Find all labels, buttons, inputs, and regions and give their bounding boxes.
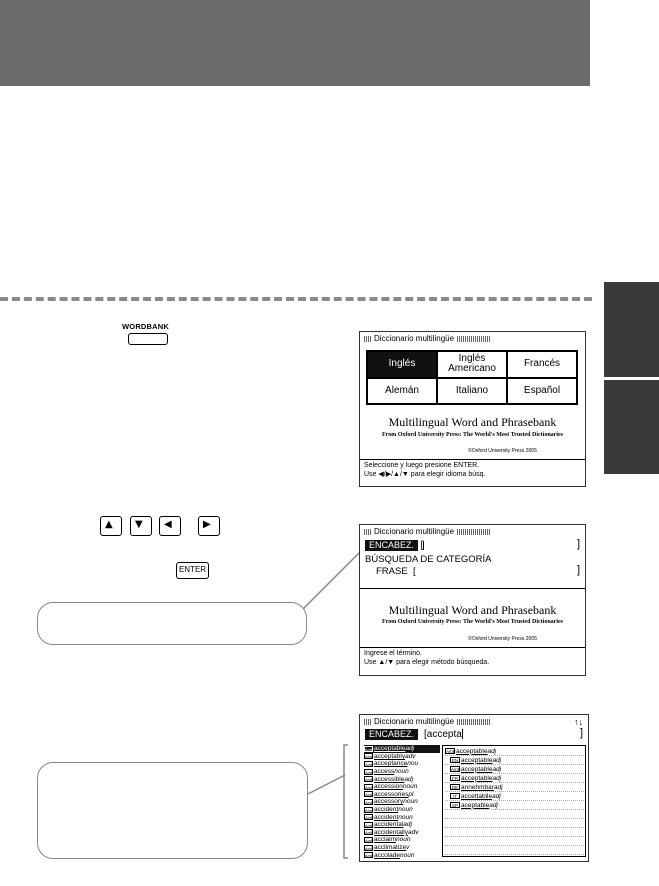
part-of-speech: adv bbox=[405, 752, 416, 760]
callout-bubble-1 bbox=[37, 602, 307, 645]
part-of-speech: noun bbox=[394, 768, 409, 776]
headword-text: accessories bbox=[374, 790, 409, 798]
footer-instruction-1: Seleccione y luego presione ENTER. bbox=[364, 462, 480, 469]
screen-title: Diccionario multilingüe bbox=[364, 334, 491, 343]
translation-row bbox=[445, 756, 584, 765]
language-tag: AmE bbox=[365, 746, 374, 752]
headword-search-row bbox=[365, 729, 418, 740]
product-title: Multilingual Word and Phrasebank bbox=[388, 415, 557, 429]
language-tag: EN bbox=[451, 758, 459, 763]
language-tag: AmE bbox=[365, 830, 374, 836]
headword-label: ENCABEZ. bbox=[365, 540, 418, 551]
translation-row bbox=[445, 792, 584, 801]
enter-key[interactable]: ENTER bbox=[176, 562, 209, 579]
language-tag: AmE bbox=[365, 769, 374, 775]
headword-text: accession bbox=[374, 783, 403, 791]
headword-text: acceptance bbox=[374, 760, 408, 768]
part-of-speech: noun bbox=[403, 798, 418, 806]
part-of-speech: adj bbox=[492, 765, 502, 773]
part-of-speech: adj bbox=[492, 756, 502, 764]
part-of-speech: adj bbox=[492, 792, 501, 800]
headword-search-row[interactable]: ENCABEZ. [ bbox=[365, 540, 424, 551]
part-of-speech: adj bbox=[487, 747, 497, 755]
divider bbox=[360, 588, 585, 589]
language-tag: AmE bbox=[446, 749, 456, 754]
translation-text: acceptable bbox=[461, 765, 493, 773]
language-tag: AmE bbox=[365, 807, 374, 813]
translation-row bbox=[445, 837, 584, 846]
part-of-speech: nou bbox=[407, 760, 419, 768]
right-arrow-icon: ▶ bbox=[203, 519, 211, 530]
footer-divider bbox=[360, 647, 585, 648]
part-of-speech: noun bbox=[400, 851, 415, 859]
language-tag: AmE bbox=[365, 799, 374, 805]
part-of-speech: adj bbox=[403, 821, 412, 829]
word-list-item[interactable] bbox=[364, 760, 440, 768]
language-grid bbox=[366, 350, 578, 405]
headword-text: accident bbox=[374, 806, 399, 814]
translation-row bbox=[445, 801, 584, 810]
language-tag: AmE bbox=[365, 822, 374, 828]
translation-row bbox=[445, 747, 584, 756]
part-of-speech: adj bbox=[404, 775, 414, 783]
footer-divider bbox=[360, 459, 585, 460]
part-of-speech: adv bbox=[407, 828, 419, 836]
part-of-speech: adj bbox=[493, 783, 503, 791]
word-list-item[interactable] bbox=[364, 775, 440, 783]
part-of-speech: noun bbox=[398, 813, 413, 821]
footer-instruction-2: Use ◀/▶/▲/▼ para elegir idioma búsq. bbox=[364, 471, 486, 478]
translation-text: accettabile bbox=[461, 792, 493, 800]
word-list-item[interactable] bbox=[364, 844, 440, 852]
headword-field-end: ] bbox=[577, 538, 581, 550]
headword-text: accessory bbox=[374, 798, 404, 806]
headword-text: acclaim bbox=[374, 836, 397, 844]
word-list-item[interactable] bbox=[364, 791, 440, 799]
translation-text: acceptable bbox=[461, 756, 493, 764]
part-of-speech: adj bbox=[405, 745, 415, 753]
headword-text: acceptably bbox=[374, 752, 406, 760]
word-list-item[interactable] bbox=[364, 836, 440, 844]
word-list-item[interactable] bbox=[364, 783, 440, 791]
language-tag: SP bbox=[451, 803, 458, 808]
word-list-item[interactable] bbox=[364, 829, 440, 837]
part-of-speech: v bbox=[406, 844, 410, 852]
left-arrow-icon: ◀ bbox=[164, 519, 172, 530]
up-arrow-icon: ▲ bbox=[105, 519, 113, 530]
translation-row bbox=[445, 846, 584, 855]
word-list-item[interactable] bbox=[364, 745, 440, 753]
language-tag: AmE bbox=[365, 754, 374, 760]
language-option-frances[interactable]: Francés bbox=[507, 351, 577, 378]
part-of-speech: adj bbox=[492, 774, 502, 782]
headword-text: acceptable bbox=[374, 745, 406, 753]
translation-row bbox=[445, 828, 584, 837]
headword-text: accessible bbox=[374, 775, 405, 783]
search-input[interactable]: [accepta bbox=[424, 729, 462, 740]
headword-text: accident bbox=[374, 813, 399, 821]
language-option-aleman[interactable]: Alemán bbox=[367, 378, 437, 405]
phrase-field-end: ] bbox=[577, 564, 581, 576]
translation-panel bbox=[442, 745, 586, 857]
product-title: Multilingual Word and Phrasebank bbox=[388, 603, 557, 617]
language-tag: AmE bbox=[365, 853, 374, 859]
translation-row bbox=[445, 810, 584, 819]
screen-language-select bbox=[359, 331, 586, 487]
screen-title: Diccionario multilingüe bbox=[364, 717, 491, 726]
translation-row bbox=[445, 774, 584, 783]
language-tag: AmE bbox=[451, 767, 461, 772]
headword-text: accidental bbox=[374, 821, 404, 829]
word-list-item[interactable] bbox=[364, 768, 440, 776]
screen-search-method bbox=[359, 524, 586, 676]
language-tag: AmE bbox=[365, 845, 374, 851]
headword-text: access bbox=[374, 768, 395, 776]
screen-title: Diccionario multilingüe bbox=[364, 527, 491, 536]
translation-row bbox=[445, 783, 584, 792]
translation-row bbox=[445, 819, 584, 828]
language-tag: AmE bbox=[365, 761, 374, 767]
search-field-end: ] bbox=[580, 727, 584, 739]
headword-label: ENCABEZ. bbox=[365, 729, 418, 740]
word-list-item[interactable] bbox=[364, 806, 440, 814]
callout-bubble-2 bbox=[37, 762, 308, 859]
language-option-espanol[interactable]: Español bbox=[507, 378, 577, 405]
part-of-speech: pl bbox=[408, 790, 414, 798]
translation-text: annehmbar bbox=[461, 783, 494, 791]
down-arrow-icon: ▼ bbox=[135, 519, 143, 530]
headword-list bbox=[364, 745, 440, 859]
screen-search-results bbox=[359, 714, 589, 862]
product-subtitle: From Oxford University Press: The World's Most Trusted Dictionaries bbox=[382, 619, 563, 625]
category-search-option[interactable]: BÚSQUEDA DE CATEGORÍA bbox=[365, 554, 492, 565]
language-option-ingles[interactable]: Inglés bbox=[367, 351, 437, 378]
part-of-speech: noun bbox=[396, 836, 411, 844]
headword-text: accidentally bbox=[374, 828, 408, 836]
headword-text: acclimatize bbox=[374, 844, 407, 852]
wordbank-key-label: WORDBANK bbox=[122, 322, 170, 331]
word-list-item[interactable] bbox=[364, 821, 440, 829]
translation-text: acceptable bbox=[456, 747, 488, 755]
language-tag: AmE bbox=[365, 784, 374, 790]
scroll-indicator-icon: ↑↓ bbox=[574, 717, 583, 727]
word-list-item[interactable] bbox=[364, 798, 440, 806]
footer-instruction-2: Use ▲/▼ para elegir método búsqueda. bbox=[364, 659, 490, 666]
translation-text: aceptable bbox=[461, 801, 490, 809]
language-tag: FR bbox=[452, 776, 458, 781]
translation-row bbox=[445, 765, 584, 774]
copyright-text: ©Oxford University Press 2005 bbox=[468, 448, 537, 454]
language-tag: AmE bbox=[365, 792, 374, 798]
product-subtitle: From Oxford University Press: The World's Most Trusted Dictionaries bbox=[382, 432, 563, 438]
word-list-item[interactable] bbox=[364, 813, 440, 821]
language-option-italiano[interactable]: Italiano bbox=[437, 378, 507, 405]
part-of-speech: noun bbox=[402, 783, 418, 791]
language-tag: AmE bbox=[365, 777, 374, 783]
language-tag: AmE bbox=[365, 815, 374, 821]
part-of-speech: noun bbox=[398, 806, 413, 814]
part-of-speech: adj bbox=[489, 801, 498, 809]
translation-text: acceptable bbox=[461, 774, 493, 782]
word-list-item[interactable] bbox=[364, 851, 440, 859]
language-tag: IT bbox=[450, 793, 460, 799]
word-list-item[interactable] bbox=[364, 753, 440, 761]
copyright-text: ©Oxford University Press 2005 bbox=[468, 636, 537, 642]
headword-text: accolade bbox=[374, 851, 401, 859]
language-tag: AmE bbox=[365, 837, 374, 843]
phrase-search-option[interactable]: FRASE [ bbox=[376, 566, 416, 577]
language-tag: DE bbox=[451, 785, 459, 790]
footer-instruction-1: Ingrese el término. bbox=[364, 650, 422, 657]
language-option-ingles-americano[interactable]: Inglés Americano bbox=[437, 351, 507, 378]
